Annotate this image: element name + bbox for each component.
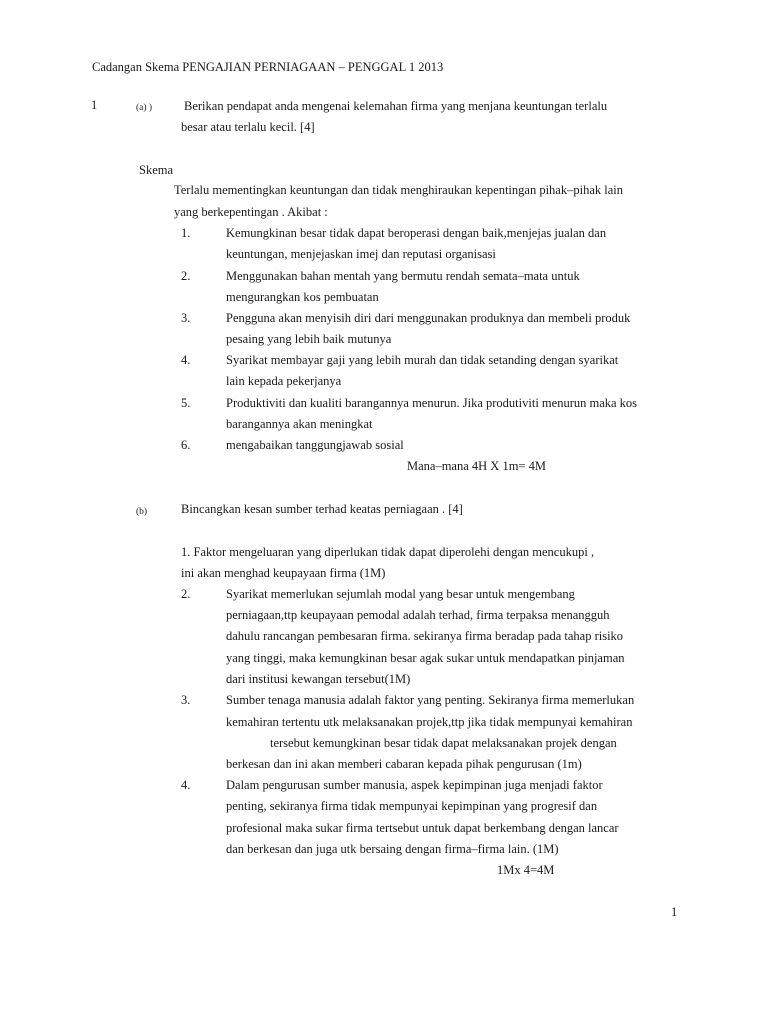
part-a-question-line2: besar atau terlalu kecil. [4] — [181, 120, 315, 134]
point-line: mengurangkan kos pembuatan — [226, 290, 379, 304]
marks-allocation: Mana–mana 4H X 1m= 4M — [407, 459, 546, 473]
point-line: ini akan menghad keupayaan firma (1M) — [181, 566, 386, 580]
point-line: pesaing yang lebih baik mutunya — [226, 332, 392, 346]
point-line: Menggunakan bahan mentah yang bermutu rendah semata–mata untuk — [226, 269, 580, 283]
point-number: 2. — [181, 269, 191, 283]
point-line: dahulu rancangan pembesaran firma. sekiranya firma beradap pada tahap risiko — [226, 629, 624, 643]
part-b-question: Bincangkan kesan sumber terhad keatas perniagaan . [4] — [181, 502, 463, 516]
point-line: Sumber tenaga manusia adalah faktor yang penting. Sekiranya firma memerlukan — [226, 693, 635, 707]
point-line: lain kepada pekerjanya — [226, 374, 342, 388]
question-number: 1 — [91, 98, 98, 112]
point-line: dari institusi kewangan tersebut(1M) — [226, 672, 411, 686]
point-line: dan berkesan dan juga utk bersaing dengan firma–firma lain. (1M) — [226, 842, 559, 856]
point-number: 5. — [181, 396, 191, 410]
point-number: 2. — [181, 587, 191, 601]
part-b-label: (b) — [136, 507, 148, 517]
point-line: Dalam pengurusan sumber manusia, aspek kepimpinan juga menjadi faktor — [226, 778, 603, 792]
point-line: 1. Faktor mengeluaran yang diperlukan tidak dapat diperolehi dengan mencukupi , — [181, 545, 595, 559]
point-number: 4. — [181, 353, 191, 367]
point-line: keuntungan, menjejaskan imej dan reputasi organisasi — [226, 247, 496, 261]
part-a-label: (a) ) — [136, 103, 153, 113]
point-line: mengabaikan tanggungjawab sosial — [226, 438, 404, 452]
point-line: Syarikat memerlukan sejumlah modal yang besar untuk mengembang — [226, 587, 575, 601]
document-header: Cadangan Skema PENGAJIAN PERNIAGAAN – PENGGAL 1 2013 — [92, 60, 444, 74]
point-line: yang tinggi, maka kemungkinan besar agak sukar untuk mendapatkan pinjaman — [226, 651, 625, 665]
point-number: 6. — [181, 438, 191, 452]
point-number: 4. — [181, 778, 191, 792]
point-line: Produktiviti dan kualiti barangannya menurun. Jika produtiviti menurun maka kos — [226, 396, 638, 410]
point-line: kemahiran tertentu utk melaksanakan projek,ttp jika tidak mempunyai kemahiran — [226, 715, 633, 729]
skema-label: Skema — [139, 163, 174, 177]
point-number: 1. — [181, 226, 191, 240]
point-line: berkesan dan ini akan memberi cabaran kepada pihak pengurusan (1m) — [226, 757, 582, 771]
part-a-question-line1: Berikan pendapat anda mengenai kelemahan firma yang menjana keuntungan terlalu — [184, 99, 608, 113]
point-line: barangannya akan meningkat — [226, 417, 373, 431]
point-line: tersebut kemungkinan besar tidak dapat melaksanakan projek dengan — [270, 736, 617, 750]
page-number: 1 — [671, 905, 678, 919]
skema-intro-line1: Terlalu mementingkan keuntungan dan tidak menghiraukan kepentingan pihak–pihak lain — [174, 183, 623, 197]
marks-allocation: 1Mx 4=4M — [497, 863, 555, 877]
point-line: Pengguna akan menyisih diri dari menggunakan produknya dan membeli produk — [226, 311, 631, 325]
point-line: penting, sekiranya firma tidak mempunyai kepimpinan yang progresif dan — [226, 799, 598, 813]
point-line: Syarikat membayar gaji yang lebih murah dan tidak setanding dengan syarikat — [226, 353, 619, 367]
point-number: 3. — [181, 311, 191, 325]
point-number: 3. — [181, 693, 191, 707]
point-line: Kemungkinan besar tidak dapat beroperasi dengan baik,menjejas jualan dan — [226, 226, 607, 240]
skema-intro-line2: yang berkepentingan . Akibat : — [174, 205, 328, 219]
point-line: perniagaan,ttp keupayaan pemodal adalah terhad, firma terpaksa menangguh — [226, 608, 610, 622]
point-line: profesional maka sukar firma tertsebut untuk dapat berkembang dengan lancar — [226, 821, 619, 835]
